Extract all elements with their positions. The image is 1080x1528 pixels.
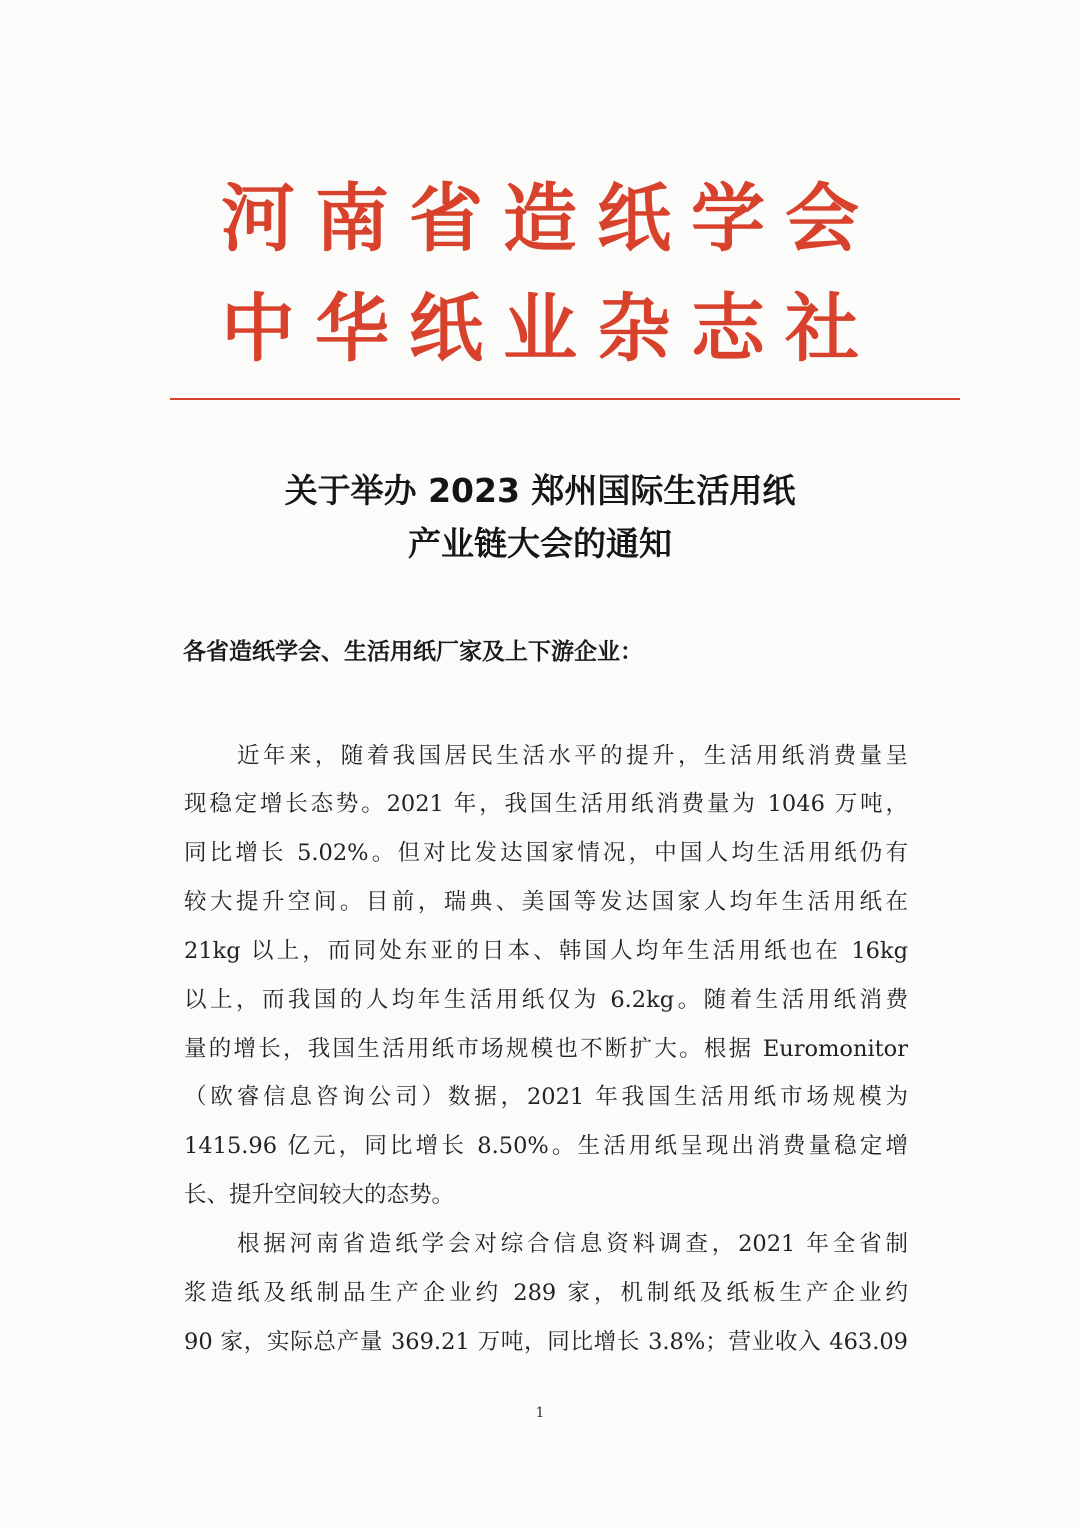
paragraph-1-line-10: 长、提升空间较大的态势。 xyxy=(184,1182,455,1208)
paragraph-2-line-3: 90 家，实际总产量 369.21 万吨，同比增长 3.8%；营业收入 463.09 xyxy=(184,1329,908,1355)
paragraph-1-line-2: 现稳定增长态势。2021 年，我国生活用纸消费量为 1046 万吨， xyxy=(184,791,908,817)
paragraph-1-line-9: 1415.96 亿元，同比增长 8.50%。生活用纸呈现出消费量稳定增 xyxy=(184,1133,908,1159)
salutation: 各省造纸学会、生活用纸厂家及上下游企业： xyxy=(183,638,643,665)
notice-title-line-2: 产业链大会的通知 xyxy=(408,524,672,563)
letterhead-org-henan: 河南省造纸学会 xyxy=(221,176,879,262)
notice-title-line-1: 关于举办 2023 郑州国际生活用纸 xyxy=(284,471,796,510)
paragraph-2-line-1: 根据河南省造纸学会对综合信息资料调查，2021 年全省制 xyxy=(237,1231,908,1257)
paragraph-2-line-2: 浆造纸及纸制品生产企业约 289 家，机制纸及纸板生产企业约 xyxy=(184,1280,908,1306)
paragraph-1-line-8: （欧睿信息咨询公司）数据，2021 年我国生活用纸市场规模为 xyxy=(184,1084,908,1110)
paragraph-1-line-1: 近年来，随着我国居民生活水平的提升，生活用纸消费量呈 xyxy=(237,743,908,769)
page-number: 1 xyxy=(535,1405,545,1421)
paragraph-1-line-5: 21kg 以上，而同处东亚的日本、韩国人均年生活用纸也在 16kg xyxy=(184,938,908,964)
paragraph-1-line-3: 同比增长 5.02%。但对比发达国家情况，中国人均生活用纸仍有 xyxy=(184,840,908,866)
paragraph-1-line-7: 量的增长，我国生活用纸市场规模也不断扩大。根据 Euromonitor xyxy=(184,1036,908,1062)
paragraph-1-line-4: 较大提升空间。目前，瑞典、美国等发达国家人均年生活用纸在 xyxy=(184,889,908,915)
letterhead-divider xyxy=(170,398,960,400)
paragraph-1-line-6: 以上，而我国的人均年生活用纸仅为 6.2kg。随着生活用纸消费 xyxy=(184,987,908,1013)
letterhead-org-china-paper: 中华纸业杂志社 xyxy=(221,286,879,372)
